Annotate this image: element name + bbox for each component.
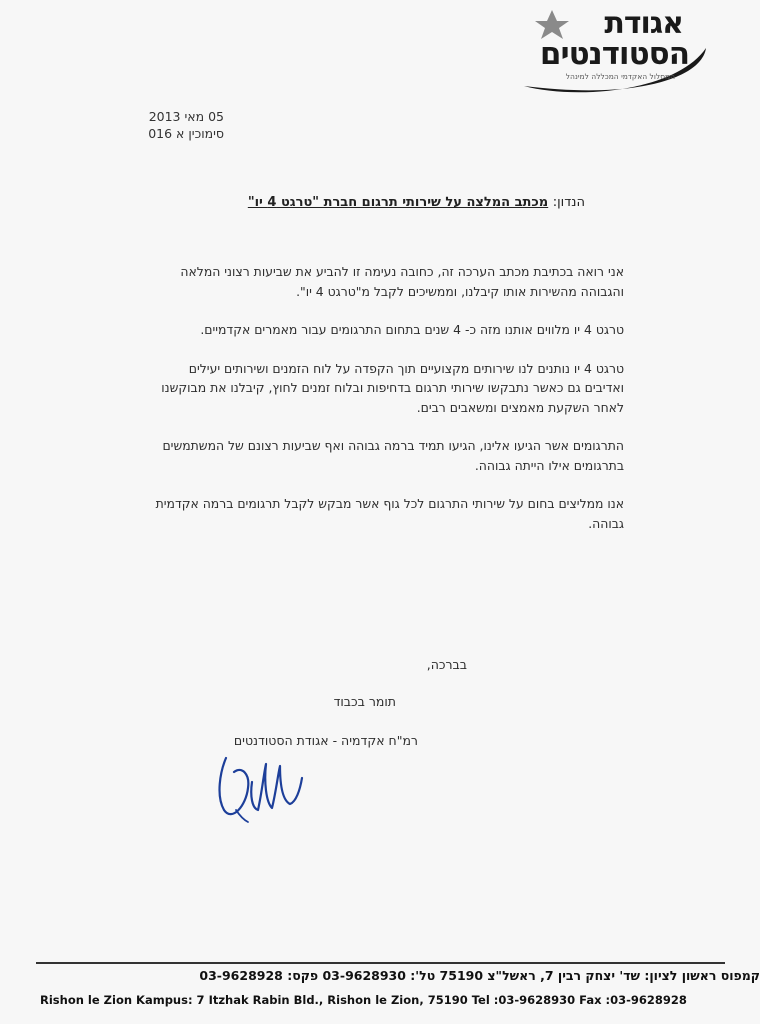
footer-address-english: Rishon le Zion Kampus: 7 Itzhak Rabin Bld., Rishon le Zion, 75190 Tel :03-9628930 Fax :03-9628928	[40, 993, 687, 1007]
paragraph-line: התרגומים אשר הגיעו אלינו, הגיעו תמיד ברמה גבוהה ואף שביעות רצונם של המשתמשים	[162, 438, 624, 453]
paragraph-line: לאחר השקעת מאמצים ומשאבים רבים.	[416, 399, 624, 415]
letter-body	[78, 262, 624, 552]
logo-text-line2: הסטודנטים	[539, 36, 689, 72]
logo-tagline: המסלול האקדמי המכללה למינהל	[565, 72, 675, 81]
paragraph-2	[78, 320, 624, 340]
paragraph-line: ואדיבים גם כאשר נתבקשו שירותי תרגום בדחיפות ובלוח זמנים לחוץ, קיבלנו את מבוקשנו	[161, 380, 624, 395]
subject-label: הנדון:	[552, 195, 585, 210]
paragraph-4	[78, 436, 624, 475]
paragraph-line: והגבוהה מהשירות אותו קיבלנו, וממשיכים לקבל מ"טרגט 4 יו".	[296, 283, 624, 299]
paragraph-line: גבוהה.	[588, 515, 624, 531]
closing-greeting: בברכה,	[426, 657, 467, 672]
student-union-logo	[511, 2, 711, 94]
subject-text: מכתב המלצה על שירותי תרגום חברת "טרגט 4 יו"	[247, 195, 549, 210]
paragraph-line: בתרגומים אילו הייתה גבוהה.	[474, 457, 624, 473]
letter-date: 05 מאי 2013	[148, 109, 224, 124]
paragraph-line: אני רואה בכתיבת מכתב הערכה זה, כחובה נעימה זו להביע את שביעות רצוני המלאה	[180, 264, 624, 279]
footer-divider	[36, 962, 725, 964]
footer-address-hebrew: קמפוס ראשון לציון: שד' יצחק רבין 7, ראשל"צ 75190 טל': 03-9628930 פקס: 03-9628928	[199, 968, 760, 983]
letter-meta	[104, 108, 224, 142]
paragraph-line: טרגט 4 יו מלווים אותנו מזה כ- 4 שנים בתחום התרגומים עבור מאמרים אקדמיים.	[200, 322, 624, 337]
paragraph-1	[78, 262, 624, 301]
letter-reference: סימוכין א 016	[148, 126, 224, 141]
paragraph-3	[78, 359, 624, 418]
paragraph-5	[78, 494, 624, 533]
signer-name: תומר בכבוד	[333, 694, 396, 709]
logo-text-line1: אגודת	[604, 6, 683, 41]
letter-subject	[248, 195, 585, 210]
handwritten-signature	[212, 752, 312, 824]
paragraph-line: אנו ממליצים בחום על שירותי התרגום לכל גוף אשר מבקש לקבל תרגומים ברמה אקדמית	[155, 496, 624, 511]
signer-title: רמ"ח אקדמיה - אגודת הסטודנטים	[233, 733, 418, 748]
paragraph-line: טרגט 4 יו נותנים לנו שירותים מקצועיים תוך הקפדה על לוח הזמנים ושירותים יעילים	[188, 360, 624, 376]
